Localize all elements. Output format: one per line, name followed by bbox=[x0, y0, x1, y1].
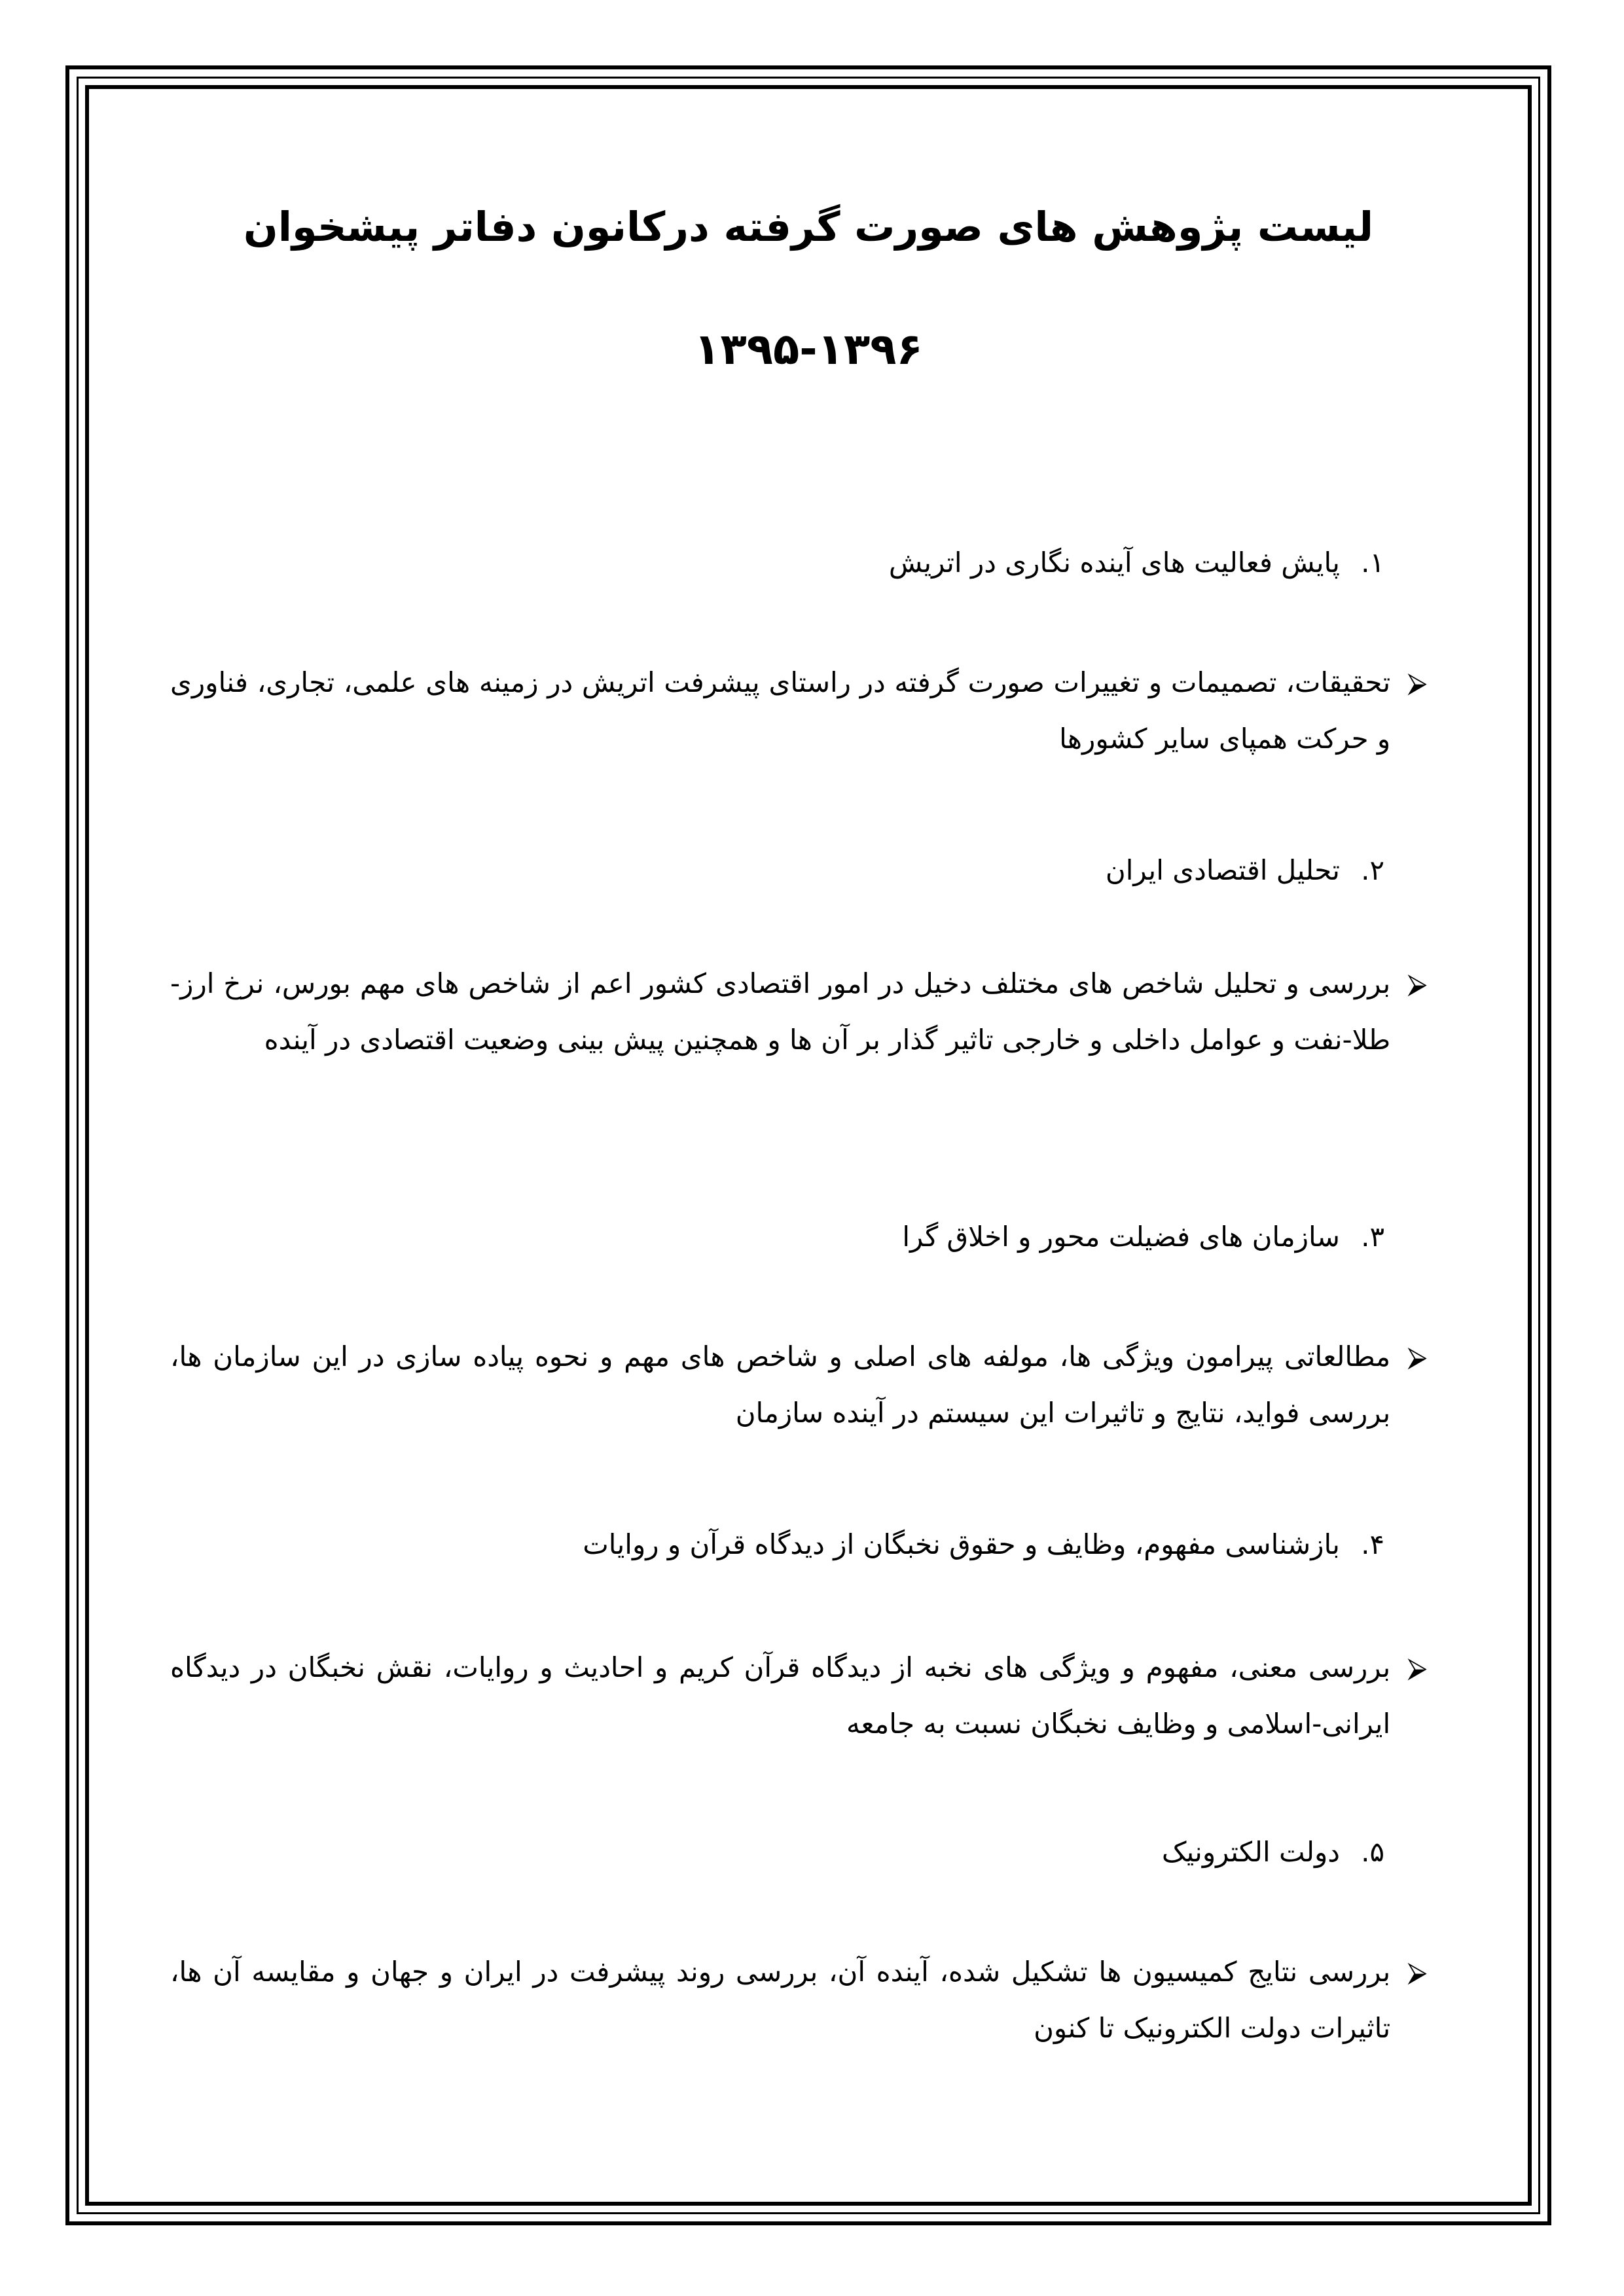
item-number: ۴. bbox=[1361, 1528, 1384, 1560]
item-title: بازشناسی مفهوم، وظایف و حقوق نخبگان از دیدگاه قرآن و روایات bbox=[583, 1528, 1340, 1560]
item-number: ۱. bbox=[1361, 547, 1384, 579]
item-description bbox=[170, 1640, 1427, 1752]
item-description-text: مطالعاتی پیرامون ویژگی ها، مولفه های اصلی و شاخص های مهم و نحوه پیاده سازی در این سازمان ها، بررسی فواید، نتایج و تاثیرات این سیستم در آینده سازمان bbox=[170, 1340, 1391, 1429]
year-range: ۱۳۹۵-۱۳۹۶ bbox=[694, 324, 923, 374]
check-arrow-icon: ⮚ bbox=[1407, 1340, 1427, 1372]
check-arrow-icon: ⮚ bbox=[1407, 967, 1427, 999]
item-description bbox=[170, 1329, 1427, 1441]
check-arrow-icon: ⮚ bbox=[1407, 666, 1427, 698]
check-arrow-icon: ⮚ bbox=[1407, 1651, 1427, 1683]
item-description-text: بررسی معنی، مفهوم و ویژگی های نخبه از دیدگاه قرآن کریم و احادیث و روایات، نقش نخبگان در دیدگاه ایرانی-اسلامی و وظایف نخبگان نسبت به جامعه bbox=[170, 1651, 1391, 1740]
item-description bbox=[170, 1944, 1427, 2056]
item-number: ۲. bbox=[1361, 854, 1384, 886]
document-title: لیست پژوهش های صورت گرفته درکانون دفاتر پیشخوان bbox=[243, 203, 1374, 251]
item-heading bbox=[902, 1217, 1384, 1257]
item-description bbox=[170, 956, 1427, 1068]
item-description bbox=[170, 655, 1427, 767]
check-arrow-icon: ⮚ bbox=[1407, 1956, 1427, 1988]
document-page bbox=[85, 85, 1532, 2206]
item-description-text: بررسی و تحلیل شاخص های مختلف دخیل در امور اقتصادی کشور اعم از شاخص های مهم بورس، نرخ ارز-طلا-نفت و عوامل داخلی و خارجی تاثیر گذار بر آن ها و همچنین پیش بینی وضعیت اقتصادی در آینده bbox=[170, 967, 1391, 1056]
item-description-text: بررسی نتایج کمیسیون ها تشکیل شده، آینده آن، بررسی روند پیشرفت در ایران و جهان و مقایسه آن ها، تاثیرات دولت الکترونیک تا کنون bbox=[170, 1956, 1391, 2044]
item-title: دولت الکترونیک bbox=[1161, 1836, 1340, 1868]
item-heading bbox=[1106, 851, 1384, 890]
item-description-text: تحقیقات، تصمیمات و تغییرات صورت گرفته در راستای پیشرفت اتریش در زمینه های علمی، تجاری، فناوری و حرکت همپای سایر کشورها bbox=[170, 666, 1391, 755]
item-number: ۵. bbox=[1361, 1836, 1384, 1868]
item-heading bbox=[1162, 1833, 1384, 1872]
item-title: پایش فعالیت های آینده نگاری در اتریش bbox=[888, 547, 1340, 579]
item-number: ۳. bbox=[1361, 1221, 1384, 1253]
item-title: سازمان های فضیلت محور و اخلاق گرا bbox=[902, 1221, 1340, 1253]
item-title: تحلیل اقتصادی ایران bbox=[1105, 854, 1340, 886]
item-heading bbox=[583, 1525, 1384, 1564]
item-heading bbox=[889, 543, 1384, 583]
